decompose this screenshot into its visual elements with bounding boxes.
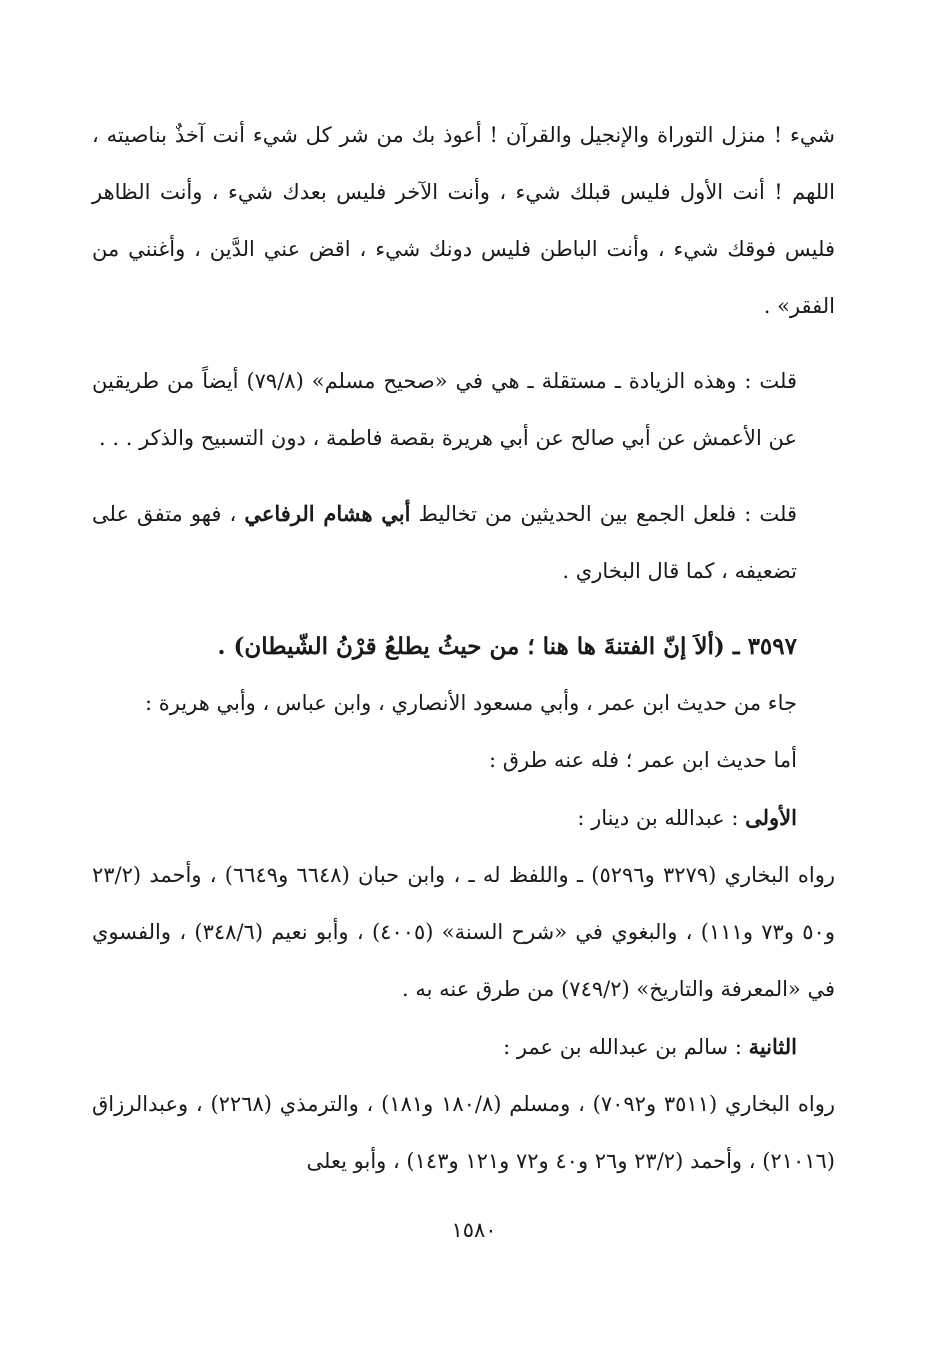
first-route-label: الأولى	[745, 805, 797, 830]
paragraph-gap	[92, 335, 835, 353]
page-body	[92, 107, 835, 1190]
paragraph-ibn-umar-routes: أما حديث ابن عمر ؛ فله عنه طرق :	[489, 748, 797, 772]
paragraph-second-route	[92, 1018, 835, 1076]
paragraph-note-muslim: قلت : وهذه الزيادة ـ مستقلة ـ هي في «صحيح مسلم» (٧٩/٨) أيضاً من طريقين عن الأعمش عن أبي صالح عن أبي هريرة بقصة فاطمة ، دون التسبيح والذكر . . .	[92, 369, 797, 450]
narrator-name-bold: أبي هشام الرفاعي	[244, 501, 411, 526]
page-number: ١٥٨٠	[451, 1218, 497, 1242]
paragraph-first-route-takhrij: رواه البخاري (٣٢٧٩ و٥٢٩٦) ـ واللفظ له ـ ، وابن حبان (٦٦٤٨ و٦٦٤٩) ، وأحمد (٢٣/٢ و٥٠ و٧٣ و١١١) ، والبغوي في «شرح السنة» (٤٠٠٥) ، وأبو نعيم (٣٤٨/٦) ، والفسوي في «المعرفة والتاريخ» (٧٤٩/٢) من طرق عنه به .	[92, 863, 836, 1001]
second-route-text: : سالم بن عبدالله بن عمر :	[503, 1035, 749, 1059]
paragraph-gap	[92, 600, 835, 618]
paragraph-second-route-takhrij: رواه البخاري (٣٥١١ و٧٠٩٢) ، ومسلم (١٨٠/٨ و١٨١) ، والترمذي (٢٢٦٨) ، وعبدالرزاق (٢١٠١٦) ، وأحمد (٢٣/٢ و٢٦ و٤٠ و٧٢ و١٢١ و١٤٣) ، وأبو يعلى	[92, 1092, 835, 1173]
paragraph-dua-continuation: شيء ! منزل التوراة والإنجيل والقرآن ! أعوذ بك من شر كل شيء أنت آخذٌ بناصيته ، اللهم ! أنت الأول فليس قبلك شيء ، وأنت الآخر فليس بعدك شيء ، وأنت الظاهر فليس فوقك شيء ، وأنت الباطن فليس دونك شيء ، اقض عني الدَّين ، وأغنني من الفقر» .	[92, 123, 835, 318]
note-rifai-text-start: قلت : فلعل الجمع بين الحديثين من تخاليط	[410, 502, 797, 526]
second-route-label: الثانية	[748, 1034, 797, 1059]
hadith-heading: ٣٥٩٧ ـ (ألاَ إنّ الفتنةَ ها هنا ؛ من حيثُ يطلعُ قرْنُ الشّيطان) .	[217, 633, 797, 660]
note-rifai-text-end: ، فهو متفق على تضعيفه ، كما قال البخاري .	[92, 502, 797, 583]
paragraph-sources-intro: جاء من حديث ابن عمر ، وأبي مسعود الأنصاري ، وابن عباس ، وأبي هريرة :	[144, 691, 797, 715]
paragraph-first-route	[92, 789, 835, 847]
paragraph-note-rifai	[92, 485, 835, 600]
first-route-text: : عبدالله بن دينار :	[577, 806, 746, 830]
paragraph-gap	[92, 467, 835, 485]
